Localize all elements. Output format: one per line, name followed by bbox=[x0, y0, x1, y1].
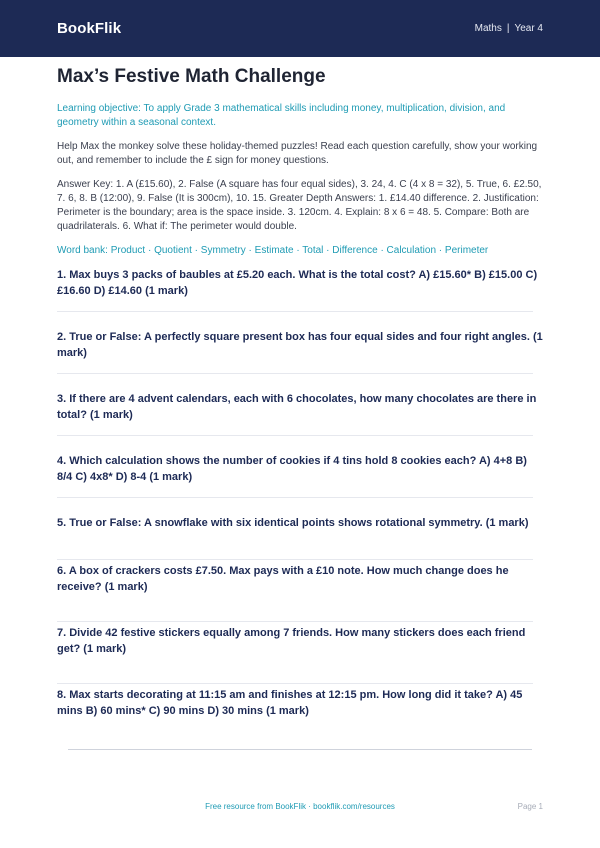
page-title: Max’s Festive Math Challenge bbox=[57, 66, 326, 87]
brand-logo[interactable]: BookFlik bbox=[57, 20, 122, 37]
footer-credit[interactable]: Free resource from BookFlik · bookflik.com/resources bbox=[205, 802, 395, 811]
instructions: Help Max the monkey solve these holiday-themed puzzles! Read each question carefully, show your working out, and remember to include the £ sign for money questions. bbox=[57, 141, 538, 166]
question-7: 7. Divide 42 festive stickers equally among 7 friends. How many stickers does each friend get? (1 mark) bbox=[57, 627, 526, 655]
answer-line-6 bbox=[57, 621, 533, 622]
question-6: 6. A box of crackers costs £7.50. Max pays with a £10 note. How much change does he receive? (1 mark) bbox=[57, 565, 509, 593]
answer-line-3 bbox=[57, 435, 533, 436]
year-label: Year 4 bbox=[514, 23, 543, 34]
answer-line-1 bbox=[57, 311, 533, 312]
end-divider bbox=[68, 749, 532, 750]
question-2: 2. True or False: A perfectly square present box has four equal sides and four right angles. (1 mark) bbox=[57, 331, 543, 359]
answer-line-7 bbox=[57, 683, 533, 684]
learning-objective: Learning objective: To apply Grade 3 mathematical skills including money, multiplication, division, and geometry within a seasonal context. bbox=[57, 103, 506, 128]
answer-line-2 bbox=[57, 373, 533, 374]
question-1: 1. Max buys 3 packs of baubles at £5.20 each. What is the total cost? A) £15.60* B) £15.00 C) £16.60 D) £14.60 (1 mark) bbox=[57, 269, 538, 297]
header-meta bbox=[475, 23, 543, 34]
word-bank: Word bank: Product · Quotient · Symmetry · Estimate · Total · Difference · Calculation · Perimeter bbox=[57, 245, 489, 256]
header-bar bbox=[0, 0, 600, 57]
subject-label: Maths bbox=[474, 23, 502, 34]
page-number: Page 1 bbox=[517, 802, 543, 811]
worksheet-intro bbox=[57, 64, 543, 258]
question-3: 3. If there are 4 advent calendars, each with 6 chocolates, how many chocolates are there in total? (1 mark) bbox=[57, 393, 537, 421]
answer-line-4 bbox=[57, 497, 533, 498]
answer-line-5 bbox=[57, 559, 533, 560]
question-8: 8. Max starts decorating at 11:15 am and finishes at 12:15 pm. How long did it take? A) 45 mins B) 60 mins* C) 90 mins D) 30 mins (1 mark) bbox=[57, 689, 523, 717]
header-separator: | bbox=[506, 23, 510, 34]
answer-key: Answer Key: 1. A (£15.60), 2. False (A square has four equal sides), 3. 24, 4. C (4 x 8 = 32), 5. True, 6. £2.50, 7. 6, 8. B (12:00), 9. False (It is 300cm), 10. 15. Greater Depth Answers: 1. £14.40 difference. 2. Justification: Perimeter is the boundary; area is the space inside. 3. 120cm. 4. Explain: 8 x 6 = 48. 5. Compare: Both are quadrilaterals. 6. What if: The perimeter would double. bbox=[57, 179, 542, 232]
question-5: 5. True or False: A snowflake with six identical points shows rotational symmetry. (1 mark) bbox=[57, 517, 529, 529]
question-4: 4. Which calculation shows the number of cookies if 4 tins hold 8 cookies each? A) 4+8 B) 8/4 C) 4x8* D) 8-4 (1 mark) bbox=[57, 455, 527, 483]
